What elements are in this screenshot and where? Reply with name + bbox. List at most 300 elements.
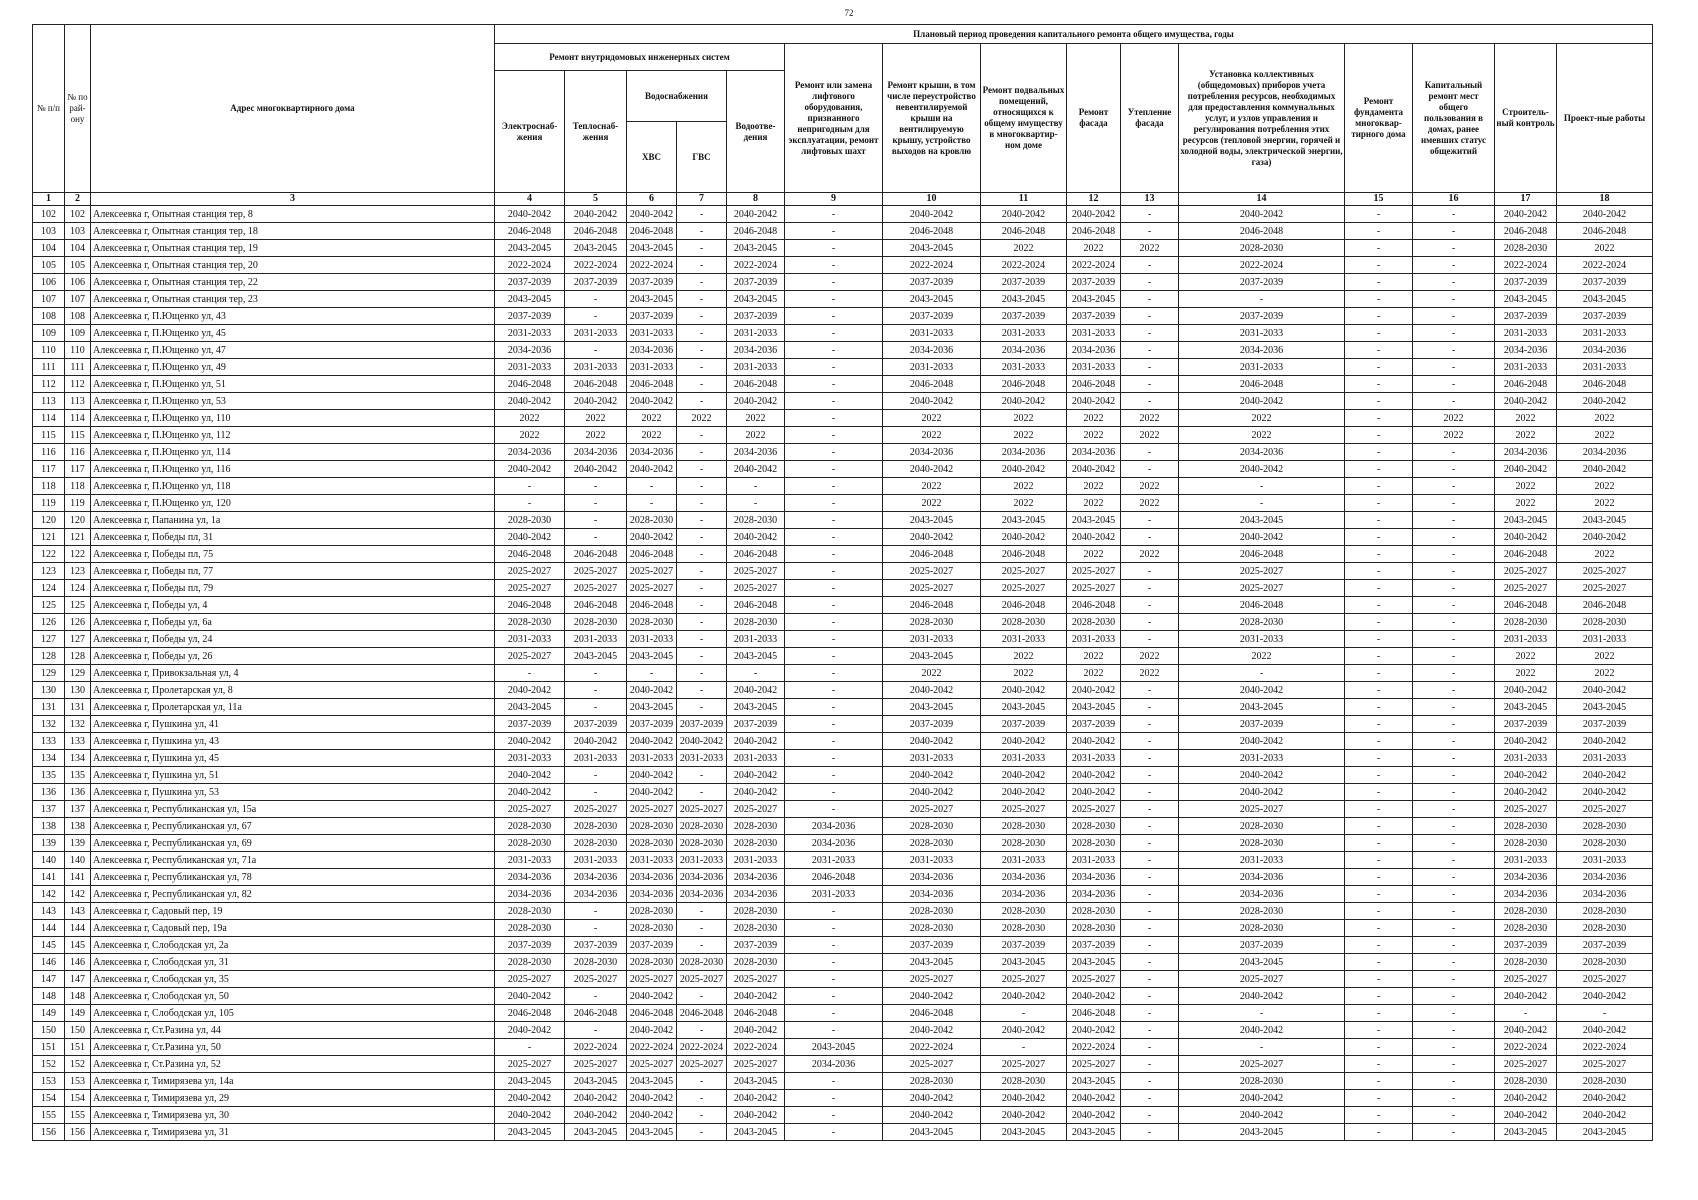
column-number: 15: [1345, 193, 1413, 206]
table-row: [33, 274, 1653, 291]
table-row: [33, 393, 1653, 410]
table-cell: -: [785, 750, 883, 767]
table-cell: 2040-2042: [677, 733, 727, 750]
table-cell: -: [677, 563, 727, 580]
table-cell: -: [1121, 614, 1179, 631]
table-cell: 2025-2027: [495, 580, 565, 597]
address-cell: Алексеевка г, Республиканская ул, 15а: [91, 801, 495, 818]
table-cell: -: [565, 784, 627, 801]
table-cell: 135: [65, 767, 91, 784]
table-cell: 2028-2030: [1067, 920, 1121, 937]
table-cell: 2022: [1121, 410, 1179, 427]
table-cell: 2028-2030: [1179, 240, 1345, 257]
table-cell: 2040-2042: [627, 733, 677, 750]
table-cell: 2022: [1067, 665, 1121, 682]
table-cell: 2040-2042: [627, 393, 677, 410]
table-cell: 2043-2045: [1495, 699, 1557, 716]
table-cell: -: [1345, 512, 1413, 529]
table-cell: 2025-2027: [565, 580, 627, 597]
table-cell: 106: [33, 274, 65, 291]
table-cell: 117: [65, 461, 91, 478]
table-cell: 2022-2024: [1495, 1039, 1557, 1056]
table-cell: 2040-2042: [1067, 206, 1121, 223]
table-cell: 2025-2027: [1067, 971, 1121, 988]
table-cell: 2025-2027: [495, 648, 565, 665]
column-number: 17: [1495, 193, 1557, 206]
table-cell: 2037-2039: [1067, 937, 1121, 954]
table-cell: -: [1413, 767, 1495, 784]
table-cell: 2022: [1557, 546, 1653, 563]
table-cell: -: [1413, 1056, 1495, 1073]
table-cell: 2037-2039: [565, 274, 627, 291]
table-cell: 2043-2045: [495, 1124, 565, 1141]
table-cell: 135: [33, 767, 65, 784]
table-cell: -: [1345, 716, 1413, 733]
table-cell: 2040-2042: [1495, 1090, 1557, 1107]
table-cell: -: [1413, 682, 1495, 699]
table-cell: 2040-2042: [627, 1107, 677, 1124]
table-cell: -: [1121, 529, 1179, 546]
table-row: [33, 971, 1653, 988]
table-cell: 118: [65, 478, 91, 495]
table-cell: 2034-2036: [1495, 342, 1557, 359]
table-cell: -: [1345, 461, 1413, 478]
table-cell: -: [677, 257, 727, 274]
address-cell: Алексеевка г, Папанина ул, 1а: [91, 512, 495, 529]
table-row: [33, 750, 1653, 767]
table-cell: -: [785, 308, 883, 325]
table-row: [33, 206, 1653, 223]
table-cell: 2022-2024: [677, 1039, 727, 1056]
table-cell: 2040-2042: [495, 988, 565, 1005]
table-cell: -: [677, 920, 727, 937]
address-cell: Алексеевка г, Победы ул, 4: [91, 597, 495, 614]
table-cell: 2028-2030: [883, 614, 981, 631]
table-cell: 2043-2045: [727, 1073, 785, 1090]
table-cell: 2043-2045: [1495, 512, 1557, 529]
table-cell: 2028-2030: [495, 903, 565, 920]
table-cell: 2031-2033: [565, 359, 627, 376]
table-cell: 103: [33, 223, 65, 240]
table-cell: -: [1413, 750, 1495, 767]
table-row: [33, 682, 1653, 699]
table-cell: -: [1345, 342, 1413, 359]
table-cell: 2025-2027: [1179, 563, 1345, 580]
table-row: [33, 376, 1653, 393]
table-cell: 2028-2030: [727, 512, 785, 529]
table-cell: 115: [33, 427, 65, 444]
table-cell: 2040-2042: [727, 767, 785, 784]
table-cell: -: [1413, 597, 1495, 614]
table-cell: 2022-2024: [565, 1039, 627, 1056]
table-cell: -: [1413, 988, 1495, 1005]
header-construction-control: Строитель-ный контроль: [1495, 44, 1557, 193]
table-cell: -: [785, 988, 883, 1005]
table-cell: -: [1179, 495, 1345, 512]
table-cell: 2046-2048: [565, 376, 627, 393]
table-cell: 2022: [1495, 427, 1557, 444]
table-cell: 2034-2036: [565, 444, 627, 461]
table-cell: 2043-2045: [627, 699, 677, 716]
table-cell: 2037-2039: [1495, 274, 1557, 291]
table-cell: -: [1345, 1073, 1413, 1090]
table-row: [33, 478, 1653, 495]
table-cell: 2040-2042: [883, 988, 981, 1005]
table-cell: 2031-2033: [883, 750, 981, 767]
table-cell: 2034-2036: [727, 342, 785, 359]
table-cell: 2046-2048: [1067, 1005, 1121, 1022]
table-row: [33, 495, 1653, 512]
table-cell: -: [1413, 359, 1495, 376]
table-cell: 110: [65, 342, 91, 359]
table-cell: 2040-2042: [627, 767, 677, 784]
table-cell: -: [1413, 1005, 1495, 1022]
table-cell: 2028-2030: [981, 614, 1067, 631]
table-cell: -: [1413, 903, 1495, 920]
table-cell: -: [1413, 852, 1495, 869]
table-cell: 137: [33, 801, 65, 818]
table-cell: 2034-2036: [677, 886, 727, 903]
table-cell: 2028-2030: [1067, 835, 1121, 852]
table-cell: 2046-2048: [1495, 597, 1557, 614]
table-cell: -: [785, 665, 883, 682]
table-cell: 2025-2027: [677, 801, 727, 818]
table-cell: 2028-2030: [981, 1073, 1067, 1090]
table-cell: -: [677, 342, 727, 359]
table-cell: -: [1413, 512, 1495, 529]
column-number-row: [33, 193, 1653, 206]
table-cell: 2046-2048: [565, 597, 627, 614]
table-cell: 2031-2033: [627, 631, 677, 648]
header-dormitory: Капитальный ремонт мест общего пользования в домах, ранее имевших статус общежитий: [1413, 44, 1495, 193]
table-row: [33, 410, 1653, 427]
table-cell: 2040-2042: [565, 393, 627, 410]
table-row: [33, 546, 1653, 563]
table-cell: -: [1121, 1039, 1179, 1056]
table-cell: 2040-2042: [981, 1090, 1067, 1107]
table-cell: 2034-2036: [883, 444, 981, 461]
table-cell: 2040-2042: [495, 784, 565, 801]
table-cell: 2040-2042: [1557, 529, 1653, 546]
table-cell: -: [677, 376, 727, 393]
table-cell: 2028-2030: [883, 818, 981, 835]
table-cell: -: [677, 1090, 727, 1107]
table-cell: 2025-2027: [1495, 563, 1557, 580]
table-cell: 2028-2030: [1495, 240, 1557, 257]
table-cell: -: [727, 495, 785, 512]
table-cell: 2031-2033: [627, 325, 677, 342]
table-cell: 2040-2042: [727, 988, 785, 1005]
table-cell: 2031-2033: [727, 852, 785, 869]
table-row: [33, 563, 1653, 580]
table-cell: 120: [65, 512, 91, 529]
table-cell: 2040-2042: [1557, 1022, 1653, 1039]
table-cell: 2046-2048: [565, 546, 627, 563]
table-cell: 2046-2048: [565, 223, 627, 240]
table-row: [33, 988, 1653, 1005]
table-cell: -: [1121, 631, 1179, 648]
table-cell: 151: [33, 1039, 65, 1056]
table-cell: -: [785, 801, 883, 818]
table-cell: 2025-2027: [565, 801, 627, 818]
table-cell: -: [1413, 784, 1495, 801]
table-cell: 2031-2033: [785, 886, 883, 903]
table-cell: 2022: [883, 495, 981, 512]
table-cell: 2040-2042: [981, 682, 1067, 699]
table-cell: 2025-2027: [727, 563, 785, 580]
table-cell: 2022: [1557, 665, 1653, 682]
table-cell: -: [981, 1039, 1067, 1056]
table-cell: 2043-2045: [883, 291, 981, 308]
table-cell: -: [1413, 631, 1495, 648]
table-cell: -: [785, 1073, 883, 1090]
table-cell: -: [1413, 1124, 1495, 1141]
table-cell: 131: [33, 699, 65, 716]
table-cell: 141: [33, 869, 65, 886]
table-cell: 2028-2030: [677, 818, 727, 835]
table-cell: 2025-2027: [1495, 801, 1557, 818]
table-cell: -: [1413, 920, 1495, 937]
table-cell: 2040-2042: [981, 988, 1067, 1005]
table-cell: 2046-2048: [883, 546, 981, 563]
address-cell: Алексеевка г, Республиканская ул, 78: [91, 869, 495, 886]
table-row: [33, 852, 1653, 869]
header-elevator: Ремонт или замена лифтового оборудования, признанного непригодным для эксплуатации, ремонт лифтовых шахт: [785, 44, 883, 193]
table-cell: 2034-2036: [627, 342, 677, 359]
table-cell: 2028-2030: [495, 835, 565, 852]
table-cell: 130: [33, 682, 65, 699]
table-cell: -: [1121, 733, 1179, 750]
table-cell: 2022: [1557, 240, 1653, 257]
table-cell: -: [1413, 869, 1495, 886]
table-cell: 2028-2030: [981, 818, 1067, 835]
table-cell: 2031-2033: [1495, 325, 1557, 342]
table-cell: -: [1345, 291, 1413, 308]
table-cell: 129: [33, 665, 65, 682]
table-cell: 2043-2045: [883, 648, 981, 665]
table-cell: -: [1121, 1107, 1179, 1124]
table-cell: -: [1345, 903, 1413, 920]
table-cell: 2031-2033: [1495, 852, 1557, 869]
table-cell: -: [1121, 971, 1179, 988]
table-cell: -: [677, 767, 727, 784]
table-cell: 2040-2042: [495, 206, 565, 223]
table-cell: 2028-2030: [1179, 1073, 1345, 1090]
table-cell: 2043-2045: [785, 1039, 883, 1056]
table-cell: -: [785, 325, 883, 342]
table-cell: 108: [65, 308, 91, 325]
table-cell: 2043-2045: [1557, 699, 1653, 716]
header-heat: Теплоснаб-жения: [565, 71, 627, 193]
address-cell: Алексеевка г, Ст.Разина ул, 52: [91, 1056, 495, 1073]
table-cell: 2034-2036: [1067, 444, 1121, 461]
table-cell: 2025-2027: [565, 1056, 627, 1073]
table-cell: 2022: [677, 410, 727, 427]
table-cell: 2031-2033: [1067, 750, 1121, 767]
table-cell: 2022-2024: [627, 1039, 677, 1056]
table-cell: 2031-2033: [1179, 852, 1345, 869]
table-cell: 2037-2039: [495, 716, 565, 733]
table-cell: 2025-2027: [627, 563, 677, 580]
table-cell: 2046-2048: [495, 546, 565, 563]
table-cell: 2031-2033: [1067, 325, 1121, 342]
table-cell: -: [1345, 852, 1413, 869]
table-row: [33, 818, 1653, 835]
table-cell: 2025-2027: [981, 971, 1067, 988]
table-cell: -: [785, 903, 883, 920]
table-cell: 2043-2045: [883, 699, 981, 716]
table-cell: 2022: [1557, 495, 1653, 512]
table-cell: -: [565, 665, 627, 682]
table-cell: -: [785, 648, 883, 665]
table-cell: 2022: [1495, 648, 1557, 665]
address-cell: Алексеевка г, Республиканская ул, 69: [91, 835, 495, 852]
table-cell: 2040-2042: [883, 767, 981, 784]
table-cell: 2034-2036: [495, 342, 565, 359]
table-cell: 124: [33, 580, 65, 597]
table-cell: 2028-2030: [727, 835, 785, 852]
table-cell: 2040-2042: [1557, 784, 1653, 801]
table-cell: 136: [65, 784, 91, 801]
table-cell: 2028-2030: [1179, 818, 1345, 835]
table-cell: -: [565, 767, 627, 784]
table-cell: 2040-2042: [1557, 393, 1653, 410]
table-cell: 2034-2036: [1067, 869, 1121, 886]
table-cell: 137: [65, 801, 91, 818]
table-cell: 2022: [1121, 495, 1179, 512]
address-cell: Алексеевка г, Ст.Разина ул, 50: [91, 1039, 495, 1056]
address-cell: Алексеевка г, П.Ющенко ул, 53: [91, 393, 495, 410]
table-cell: 118: [33, 478, 65, 495]
table-cell: 2025-2027: [627, 971, 677, 988]
table-cell: -: [1345, 206, 1413, 223]
table-cell: 2031-2033: [565, 750, 627, 767]
table-cell: 2040-2042: [727, 529, 785, 546]
table-cell: -: [677, 546, 727, 563]
table-cell: 2040-2042: [495, 1022, 565, 1039]
table-cell: 2040-2042: [627, 1022, 677, 1039]
table-cell: 2028-2030: [627, 512, 677, 529]
header-hot-water: ГВС: [677, 122, 727, 193]
table-cell: 2040-2042: [627, 1090, 677, 1107]
table-cell: 2028-2030: [1495, 1073, 1557, 1090]
table-cell: 2028-2030: [1495, 903, 1557, 920]
table-cell: 2031-2033: [883, 631, 981, 648]
address-cell: Алексеевка г, Опытная станция тер, 20: [91, 257, 495, 274]
table-cell: -: [1413, 954, 1495, 971]
table-cell: 2022: [981, 478, 1067, 495]
table-cell: -: [1179, 1005, 1345, 1022]
table-cell: -: [1345, 427, 1413, 444]
table-cell: 2040-2042: [1067, 682, 1121, 699]
table-cell: 2046-2048: [727, 376, 785, 393]
table-cell: -: [1413, 291, 1495, 308]
table-cell: 2040-2042: [883, 393, 981, 410]
table-cell: 114: [33, 410, 65, 427]
table-cell: 2034-2036: [883, 869, 981, 886]
address-cell: Алексеевка г, П.Ющенко ул, 43: [91, 308, 495, 325]
table-cell: 2022-2024: [1067, 257, 1121, 274]
table-cell: 122: [33, 546, 65, 563]
table-cell: 2034-2036: [1067, 342, 1121, 359]
table-cell: -: [1345, 495, 1413, 512]
table-cell: -: [1121, 359, 1179, 376]
table-cell: 2040-2042: [495, 461, 565, 478]
table-cell: 2037-2039: [495, 308, 565, 325]
table-cell: 2034-2036: [1557, 342, 1653, 359]
table-cell: 2022-2024: [1067, 1039, 1121, 1056]
table-cell: 152: [33, 1056, 65, 1073]
table-cell: 2031-2033: [627, 750, 677, 767]
table-cell: 121: [33, 529, 65, 546]
table-cell: 2043-2045: [1495, 291, 1557, 308]
table-cell: 2046-2048: [495, 597, 565, 614]
table-cell: 2037-2039: [627, 274, 677, 291]
table-cell: 2031-2033: [727, 750, 785, 767]
table-cell: 144: [65, 920, 91, 937]
table-cell: 2037-2039: [565, 937, 627, 954]
table-cell: -: [1345, 240, 1413, 257]
table-row: [33, 597, 1653, 614]
table-cell: 104: [33, 240, 65, 257]
table-cell: 2043-2045: [1067, 699, 1121, 716]
table-cell: 2037-2039: [627, 308, 677, 325]
table-cell: 120: [33, 512, 65, 529]
table-cell: -: [1179, 1039, 1345, 1056]
table-cell: 2022: [727, 427, 785, 444]
table-cell: -: [1121, 835, 1179, 852]
table-cell: 2022-2024: [883, 257, 981, 274]
table-cell: 126: [33, 614, 65, 631]
address-cell: Алексеевка г, Республиканская ул, 82: [91, 886, 495, 903]
table-cell: 119: [65, 495, 91, 512]
table-cell: 115: [65, 427, 91, 444]
table-cell: -: [1345, 274, 1413, 291]
address-cell: Алексеевка г, Садовый пер, 19: [91, 903, 495, 920]
table-cell: 2022-2024: [1557, 1039, 1653, 1056]
table-cell: 2043-2045: [565, 1124, 627, 1141]
address-cell: Алексеевка г, Победы ул, 6а: [91, 614, 495, 631]
table-cell: -: [1121, 818, 1179, 835]
table-cell: 2034-2036: [1179, 869, 1345, 886]
table-cell: -: [1413, 648, 1495, 665]
table-cell: 2040-2042: [883, 1022, 981, 1039]
table-cell: 2040-2042: [1557, 1107, 1653, 1124]
table-cell: 2040-2042: [981, 1022, 1067, 1039]
table-cell: 2046-2048: [727, 223, 785, 240]
table-cell: 2043-2045: [565, 1073, 627, 1090]
table-cell: 2040-2042: [883, 206, 981, 223]
table-cell: -: [1413, 274, 1495, 291]
table-cell: 2025-2027: [677, 971, 727, 988]
table-cell: 2031-2033: [727, 359, 785, 376]
table-cell: 2022: [1067, 427, 1121, 444]
table-cell: 110: [33, 342, 65, 359]
table-cell: 2028-2030: [627, 614, 677, 631]
table-cell: -: [1121, 291, 1179, 308]
table-cell: -: [1345, 733, 1413, 750]
address-cell: Алексеевка г, П.Ющенко ул, 51: [91, 376, 495, 393]
table-cell: 2031-2033: [495, 750, 565, 767]
table-row: [33, 784, 1653, 801]
address-cell: Алексеевка г, Тимирязева ул, 29: [91, 1090, 495, 1107]
table-cell: -: [1345, 699, 1413, 716]
table-cell: 2025-2027: [883, 971, 981, 988]
table-cell: 2040-2042: [1179, 682, 1345, 699]
table-cell: 107: [33, 291, 65, 308]
table-cell: 2034-2036: [495, 444, 565, 461]
table-row: [33, 1005, 1653, 1022]
